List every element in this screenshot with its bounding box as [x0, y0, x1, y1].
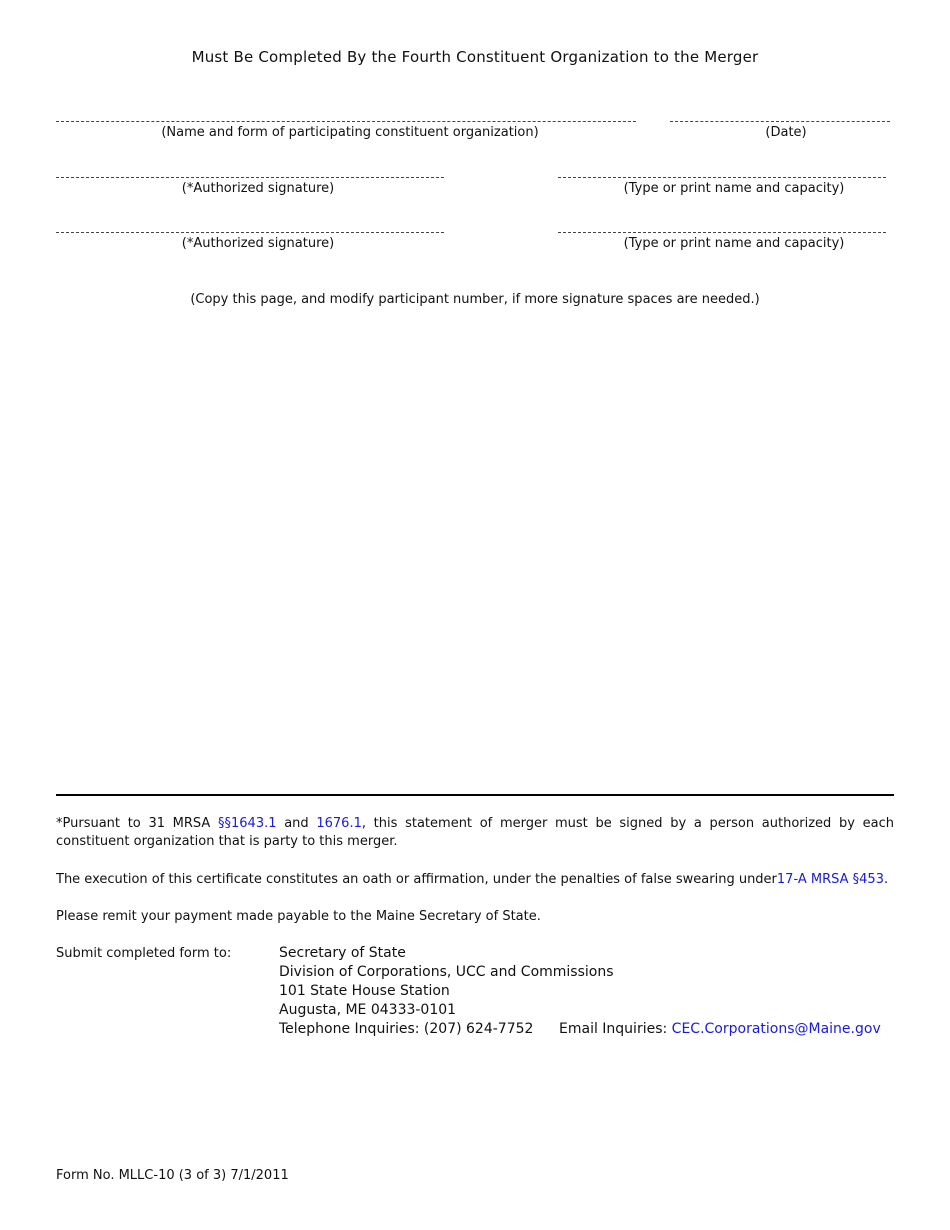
- page-title: Must Be Completed By the Fourth Constituent Organization to the Merger: [191, 48, 759, 66]
- address-line-2: Division of Corporations, UCC and Commissions: [279, 964, 614, 980]
- section-divider: [56, 794, 894, 796]
- statute-link-1643[interactable]: §§1643.1: [218, 816, 277, 831]
- oath-note: [56, 871, 894, 889]
- print-name-caption-1: (Type or print name and capacity): [623, 181, 845, 196]
- print-name-line-1[interactable]: [558, 177, 886, 178]
- authorized-signature-line-1[interactable]: [56, 177, 444, 178]
- print-name-caption-2: (Type or print name and capacity): [623, 236, 845, 251]
- date-caption: (Date): [765, 125, 807, 140]
- submit-label: Submit completed form to:: [56, 946, 232, 961]
- address-line-4: Augusta, ME 04333-0101: [279, 1002, 457, 1018]
- date-line[interactable]: [670, 121, 890, 122]
- pursuant-and: and: [276, 816, 317, 831]
- pursuant-prefix: *Pursuant to 31 MRSA: [56, 816, 219, 831]
- oath-prefix: The execution of this certificate constitutes an oath or affirmation, under the penalties of false swearing under: [56, 872, 777, 887]
- address-line-1: Secretary of State: [279, 945, 406, 961]
- mailing-address: [279, 944, 614, 1020]
- authorized-signature-caption-1: (*Authorized signature): [181, 181, 335, 196]
- copy-page-note: (Copy this page, and modify participant number, if more signature spaces are needed.): [190, 292, 760, 307]
- print-name-line-2[interactable]: [558, 232, 886, 233]
- form-number: Form No. MLLC-10 (3 of 3) 7/1/2011: [56, 1168, 289, 1183]
- email-label: Email Inquiries:: [559, 1021, 668, 1037]
- org-name-caption: (Name and form of participating constituent organization): [161, 125, 539, 140]
- email-link[interactable]: CEC.Corporations@Maine.gov: [671, 1021, 881, 1037]
- statute-link-453[interactable]: 17-A MRSA §453: [776, 872, 884, 887]
- telephone-inquiries: Telephone Inquiries: (207) 624-7752: [279, 1021, 534, 1037]
- authorized-signature-caption-2: (*Authorized signature): [181, 236, 335, 251]
- pursuant-suffix: , this statement of merger must be signed by a person authorized by each constituent organization that is party to this merger.: [56, 816, 894, 849]
- org-name-line[interactable]: [56, 121, 636, 122]
- address-line-3: 101 State House Station: [279, 983, 450, 999]
- payment-note: Please remit your payment made payable to the Maine Secretary of State.: [56, 909, 541, 924]
- email-inquiries: [559, 1020, 881, 1039]
- pursuant-note: [56, 815, 894, 851]
- oath-suffix: .: [883, 872, 889, 887]
- authorized-signature-line-2[interactable]: [56, 232, 444, 233]
- statute-link-1676[interactable]: 1676.1: [316, 816, 362, 831]
